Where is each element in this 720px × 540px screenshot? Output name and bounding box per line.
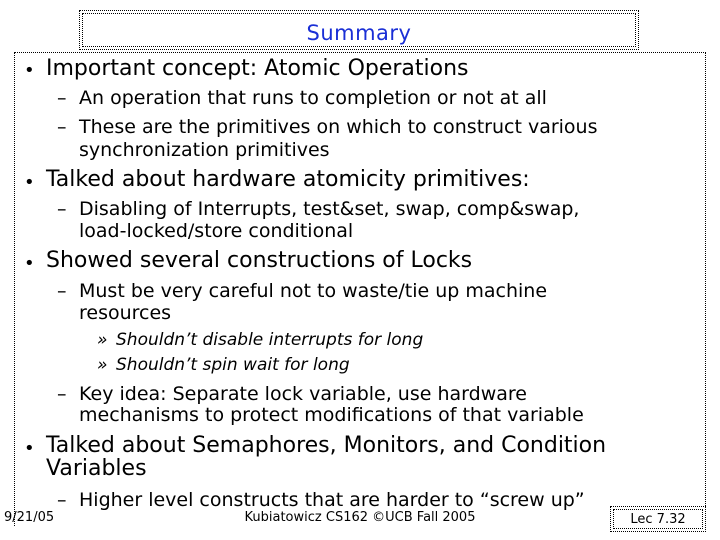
sub-item-4-cont: resources bbox=[79, 302, 172, 324]
bullet-1-text: Important concept: Atomic Operations bbox=[46, 56, 469, 81]
page-number-box bbox=[610, 506, 706, 532]
bullet-3-text: Showed several constructions of Locks bbox=[46, 248, 473, 273]
dash-marker-3: – bbox=[57, 198, 67, 220]
dash-marker-5: – bbox=[57, 383, 67, 405]
dash-marker-6: – bbox=[57, 489, 67, 511]
bullet-dot-1: • bbox=[24, 60, 35, 81]
sub-sub-item-2: Shouldn’t spin wait for long bbox=[116, 355, 350, 375]
sub-item-5: Key idea: Separate lock variable, use hardware bbox=[79, 383, 527, 405]
sub-item-3: Disabling of Interrupts, test&set, swap, comp&swap, bbox=[79, 198, 580, 220]
bullet-2-text: Talked about hardware atomicity primitives: bbox=[46, 167, 530, 192]
sub-sub-marker-2: » bbox=[97, 355, 108, 375]
sub-item-4: Must be very careful not to waste/tie up machine bbox=[79, 280, 548, 302]
sub-sub-item-1: Shouldn’t disable interrupts for long bbox=[116, 330, 424, 350]
slide-title: Summary bbox=[306, 21, 412, 45]
footer-course: Kubiatowicz CS162 ©UCB Fall 2005 bbox=[244, 510, 476, 525]
footer-date: 9/21/05 bbox=[4, 510, 55, 525]
dash-marker-4: – bbox=[57, 280, 67, 302]
sub-item-6: Higher level constructs that are harder to “screw up” bbox=[79, 489, 585, 511]
bullet-dot-4: • bbox=[24, 438, 35, 459]
bullet-dot-3: • bbox=[24, 253, 35, 274]
frame-right-border bbox=[705, 52, 706, 526]
sub-sub-marker-1: » bbox=[97, 330, 108, 350]
sub-item-3-cont: load-locked/store conditional bbox=[79, 220, 354, 242]
frame-left-border bbox=[14, 52, 15, 526]
page-number: Lec 7.32 bbox=[630, 512, 686, 527]
header-rule bbox=[14, 52, 706, 53]
dash-marker-1: – bbox=[57, 87, 67, 109]
bullet-4-text: Talked about Semaphores, Monitors, and Condition bbox=[46, 433, 607, 458]
sub-item-5-cont: mechanisms to protect modifications of that variable bbox=[79, 404, 584, 426]
dash-marker-2: – bbox=[57, 116, 67, 138]
bullet-4-cont: Variables bbox=[46, 456, 147, 481]
sub-item-2-cont: synchronization primitives bbox=[79, 139, 330, 161]
sub-item-2: These are the primitives on which to construct various bbox=[79, 116, 598, 138]
bullet-dot-2: • bbox=[24, 172, 35, 193]
sub-item-1: An operation that runs to completion or not at all bbox=[79, 87, 547, 109]
title-box bbox=[79, 10, 639, 50]
